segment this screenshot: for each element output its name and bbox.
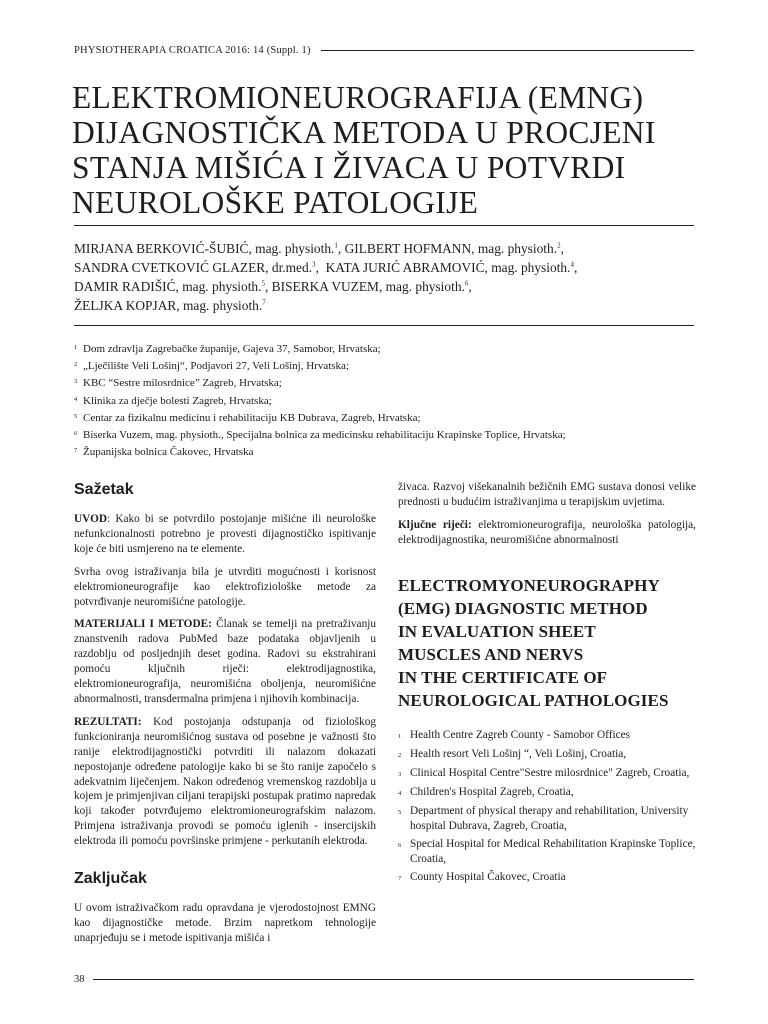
english-affiliation-item [398, 804, 696, 834]
author-name: SANDRA CVETKOVIĆ GLAZER, dr.med. [74, 260, 313, 275]
author-name: , GILBERT HOFMANN, mag. physioth. [337, 241, 558, 256]
affiliation-item [74, 443, 694, 460]
title-line: ELEKTROMIONEUROGRAFIJA (EMNG) [72, 80, 644, 115]
affiliation-number: 2 [398, 751, 402, 759]
keywords-text: elektromioneurografija, neurološka patologija, elektrodijagnostika, neuromišićne abnormalnosti [398, 518, 696, 546]
author-name: ŽELJKA KOPJAR, mag. physioth. [74, 298, 263, 313]
english-affiliation-item [398, 837, 696, 867]
affiliation-text: Biserka Vuzem, mag. physioth., Specijalna bolnica za medicinsku rehabilitaciju Krapinske Toplice, Hrvatska; [83, 429, 566, 442]
authors-rule [74, 325, 694, 326]
methods-label: MATERIJALI I METODE: [74, 618, 212, 631]
affiliation-item [74, 357, 694, 374]
author-line [74, 296, 694, 315]
affiliation-text: Klinika za dječje bolesti Zagreb, Hrvatska; [83, 394, 272, 407]
affiliation-text: Department of physical therapy and rehabilitation, University hospital Dubrava, Zagreb, Croatia, [410, 804, 689, 832]
affiliation-number: 5 [398, 808, 402, 816]
affiliation-item [74, 340, 694, 357]
author-name: DAMIR RADIŠIĆ, mag. physioth. [74, 279, 262, 294]
affiliation-text: Special Hospital for Medical Rehabilitation Krapinske Toplice, Croatia, [410, 837, 696, 865]
author-line [74, 258, 694, 277]
journal-citation: PHYSIOTHERAPIA CROATICA 2016: 14 (Suppl. 1) [74, 44, 311, 56]
affiliation-text: Centar za fizikalnu medicinu i rehabilitaciju KB Dubrava, Zagreb, Hrvatska; [83, 411, 421, 424]
author-name: , BISERKA VUZEM, mag. physioth. [264, 279, 465, 294]
affiliation-number: 6 [398, 841, 402, 849]
english-title-line: (EMG) DIAGNOSTIC METHOD [398, 598, 648, 618]
abstract-intro [74, 512, 376, 557]
author-affiliation-mark: 2 [557, 241, 561, 250]
affiliation-number: 6 [74, 430, 78, 438]
affiliation-text: Health resort Veli Lošinj “, Veli Lošinj, Croatia, [410, 747, 627, 760]
affiliation-number: 3 [398, 770, 402, 778]
author-affiliation-mark: 6 [464, 279, 469, 288]
author-affiliation-mark: 4 [570, 260, 574, 269]
affiliation-number: 1 [398, 732, 402, 740]
section-heading-zakljucak: Zaključak [74, 870, 147, 888]
conclusion-text: U ovom istraživačkom radu opravdana je vjerodostojnost EMNG kao dijagnostičke metode. Brzim napretkom tehnologije unaprjeđuju se i metode ispitivanja mišića i [74, 902, 376, 944]
page-footer [74, 972, 694, 986]
title-rule [74, 225, 694, 226]
affiliation-text: Županijska bolnica Čakovec, Hrvatska [83, 446, 254, 459]
right-column [398, 480, 696, 889]
english-affiliation-item [398, 728, 696, 744]
author-separator: , [468, 279, 472, 294]
author-affiliation-mark: 7 [262, 298, 266, 307]
author-list [74, 239, 694, 315]
author-affiliation-mark: 3 [312, 260, 316, 269]
affiliation-number: 2 [74, 361, 78, 369]
page-number: 38 [74, 973, 85, 985]
affiliation-text: Dom zdravlja Zagrebačke županije, Gajeva 37, Samobor, Hrvatska; [83, 343, 381, 355]
english-title-line: MUSCLES AND NERVS [398, 644, 584, 664]
keywords [398, 518, 696, 548]
author-line [74, 239, 694, 258]
affiliation-item [74, 426, 694, 443]
author-name: MIRJANA BERKOVIĆ-ŠUBIĆ, mag. physioth. [74, 241, 335, 256]
english-affiliation-item [398, 747, 696, 763]
header-rule [321, 50, 694, 51]
results-text: Kod postojanja odstupanja od fiziološkog funkcioniranja neuromišićnog sustava od posebne je važnosti što ranije elektrodijagnostički potvrditi ili nalazom dokazati nepostojanje određene patologije kako bi se što ranije započelo s adekvatnim liječenjem. Nakon određenog vremenskog razdoblja u kojem je primjenjivan ciljani terapijski postupak pratimo napredak koji također potvrđujemo elektromioneurografskim nalazom. Primjena istraživanja provodi se pomoću iglenih - insercijskih elektroda ili pomoću površinske primjene - perkutanih elektroda. [74, 715, 376, 848]
affiliation-list [74, 340, 694, 460]
affiliation-text: KBC “Sestre milosrdnice” Zagreb, Hrvatska; [83, 377, 282, 390]
intro-text: : Kako bi se potvrdilo postojanje mišićne ili neurološke nefunkcionalnosti potrebno je provesti dijagnostičko ispitivanje koje će biti usmjereno na te elemente. [74, 513, 376, 555]
affiliation-item [74, 392, 694, 409]
affiliation-number: 4 [398, 789, 402, 797]
english-affiliation-list [398, 728, 696, 886]
english-title-line: IN THE CERTIFICATE OF [398, 667, 608, 687]
english-title-line: IN EVALUATION SHEET [398, 621, 596, 641]
affiliation-number: 1 [74, 344, 78, 351]
intro-label: UVOD [74, 513, 108, 525]
author-separator: , [573, 260, 578, 275]
affiliation-text: Health Centre Zagreb County - Samobor Offices [410, 728, 631, 741]
abstract-methods [74, 617, 376, 706]
english-title-line: ELECTROMYONEUROGRAPHY [398, 575, 660, 595]
abstract-aim: Svrha ovog istraživanja bila je utvrditi mogućnosti i korisnost elektromioneurografije kao elektrofiziološke metode za potvrđivanje neuromišićne patologije. [74, 565, 376, 608]
english-affiliation-item [398, 870, 696, 886]
author-name: KATA JURIĆ ABRAMOVIĆ, mag. physioth. [325, 260, 571, 275]
left-column [74, 480, 376, 954]
article-title [72, 80, 696, 220]
running-header [74, 42, 694, 58]
affiliation-text: Clinical Hospital Centre"Sestre milosrdnice" Zagreb, Croatia, [410, 766, 690, 779]
affiliation-item [74, 374, 694, 391]
title-line: STANJA MIŠIĆA I ŽIVACA U POTVRDI [72, 150, 626, 185]
author-affiliation-mark: 5 [261, 279, 265, 288]
affiliation-number: 5 [74, 412, 78, 420]
author-separator: , [560, 241, 564, 256]
english-affiliation-item [398, 766, 696, 782]
affiliation-item [74, 409, 694, 426]
footer-rule [93, 979, 695, 980]
keywords-label: Ključne riječi: [398, 518, 472, 531]
affiliation-number: 3 [74, 378, 78, 386]
conclusion-continued: živaca. Razvoj višekanalnih bežičnih EMG sustava donosi velike prednosti u budućim istraživanjima u terapijskim uvjetima. [398, 481, 696, 508]
results-label: REZULTATI: [74, 715, 142, 728]
title-line: NEUROLOŠKE PATOLOGIJE [72, 185, 479, 220]
author-affiliation-mark: 1 [334, 241, 338, 250]
english-title-line: NEUROLOGICAL PATHOLOGIES [398, 690, 669, 710]
affiliation-number: 7 [74, 447, 78, 455]
english-affiliation-item [398, 785, 696, 801]
affiliation-number: 4 [74, 395, 78, 403]
methods-text: Članak se temelji na pretraživanju znanstvenih radova PubMed baze podataka objavljenih u razdoblju od posljednjih deset godina. Radovi su ekstrahirani pomoću ključnih riječi: elektrodijagnostika, elektromioneurografija, neuromišićna oboljenja, neuromišićne abnormalnosti, transdermalna primjena i njihovih kombinacija. [74, 618, 376, 705]
author-line [74, 277, 694, 296]
affiliation-text: County Hospital Čakovec, Croatia [410, 870, 566, 883]
affiliation-text: Children's Hospital Zagreb, Croatia, [410, 785, 574, 798]
affiliation-text: „Lječilište Veli Lošinj“, Podjavori 27, Veli Lošinj, Hrvatska; [83, 360, 349, 373]
abstract-results [74, 715, 376, 849]
affiliation-number: 7 [398, 874, 402, 882]
english-title [398, 574, 696, 712]
title-line: DIJAGNOSTIČKA METODA U PROCJENI [72, 115, 656, 150]
section-heading-sazetak: Sažetak [74, 481, 134, 498]
author-separator: , [315, 260, 319, 275]
